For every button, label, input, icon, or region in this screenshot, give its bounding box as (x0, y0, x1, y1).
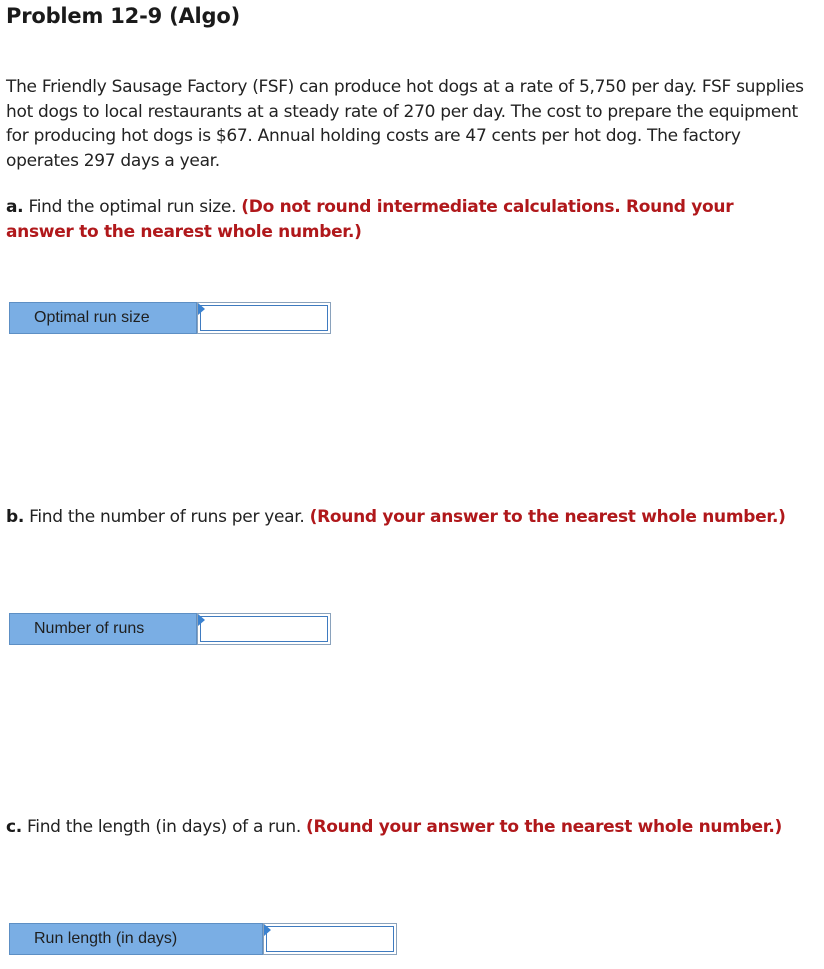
optimal-run-size-field[interactable] (197, 302, 331, 334)
question-c-text: Find the length (in days) of a run. (21, 817, 307, 837)
answer-row-b (9, 613, 331, 645)
run-length-field[interactable] (263, 923, 397, 955)
optimal-run-size-label: Optimal run size (9, 302, 197, 334)
answer-row-a (9, 302, 331, 334)
run-length-label: Run length (in days) (9, 923, 263, 955)
question-c-instruction: (Round your answer to the nearest whole number.) (306, 817, 783, 837)
question-b (6, 505, 806, 530)
question-a-letter: a. (6, 197, 24, 217)
number-of-runs-field[interactable] (197, 613, 331, 645)
input-marker-icon (198, 303, 205, 315)
problem-statement: The Friendly Sausage Factory (FSF) can produce hot dogs at a rate of 5,750 per day. FSF supplies hot dogs to local restaurants at a steady rate of 270 per day. The cost to prepare the equipment for producing hot dogs is $67. Annual holding costs are 47 cents per hot dog. The factory operates 297 days a year. (6, 77, 804, 171)
question-c (6, 815, 806, 840)
optimal-run-size-input[interactable] (200, 305, 328, 331)
question-a-text: Find the optimal run size. (23, 197, 242, 217)
input-marker-icon (198, 614, 205, 626)
number-of-runs-label: Number of runs (9, 613, 197, 645)
question-a (6, 195, 806, 244)
question-b-instruction: (Round your answer to the nearest whole number.) (309, 507, 786, 527)
question-c-letter: c. (6, 817, 22, 837)
input-marker-icon (264, 924, 271, 936)
question-b-letter: b. (6, 507, 25, 527)
answer-row-c (9, 923, 397, 955)
number-of-runs-input[interactable] (200, 616, 328, 642)
problem-title: Problem 12-9 (Algo) (6, 4, 241, 28)
question-a-instruction: (Do not round intermediate calculations. Round your answer to the nearest whole number.) (6, 197, 734, 242)
question-b-text: Find the number of runs per year. (24, 507, 310, 527)
run-length-input[interactable] (266, 926, 394, 952)
